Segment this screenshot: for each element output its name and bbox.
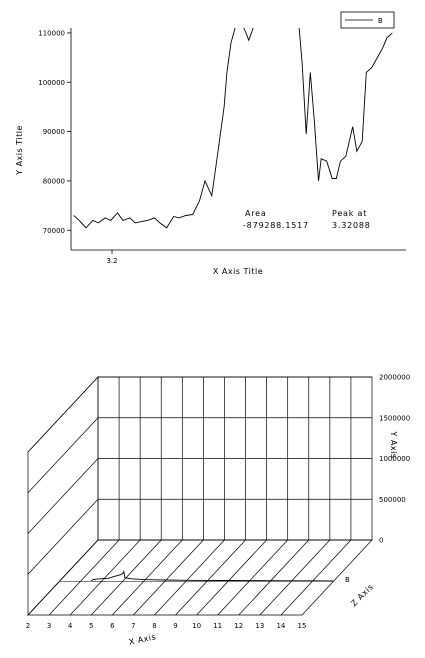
legend	[341, 12, 394, 28]
chart-3d	[26, 374, 410, 647]
side-wall-gridline	[28, 418, 98, 493]
floor-gridline	[154, 540, 224, 615]
y-tick-label: 70000	[42, 226, 65, 235]
side-wall-gridline	[28, 377, 98, 452]
x-tick-label-3d: 7	[131, 622, 136, 630]
x-tick-label-3d: 13	[255, 622, 265, 630]
z-tick-label: B	[345, 576, 350, 584]
y-ticks-3d	[379, 374, 410, 545]
x-tick-label-3d: 6	[110, 622, 115, 630]
x-axis-title: X Axis Title	[212, 267, 264, 276]
y-tick-label-3d: 500000	[379, 495, 406, 504]
series-line-b	[74, 18, 255, 228]
x-ticks	[106, 250, 117, 265]
x-tick-label-3d: 5	[88, 622, 94, 630]
floor-gridline	[49, 540, 119, 615]
floor-gridline	[197, 540, 267, 615]
floor-gridline	[260, 540, 330, 615]
side-wall-gridline	[28, 459, 98, 534]
area-value: -879288.1517	[243, 221, 309, 230]
side-wall-gridline	[28, 499, 98, 574]
y-tick-label-3d: 0	[379, 536, 384, 545]
series-line-b	[299, 23, 393, 181]
y-tick-label: 80000	[42, 177, 65, 186]
floor-gridline	[70, 540, 140, 615]
floor-gridline	[112, 540, 182, 615]
z-axis-title-3d: Z Axis	[349, 582, 376, 609]
x-tick-label-3d: 4	[67, 622, 73, 630]
y-tick-label: 110000	[38, 29, 65, 38]
floor-gridline	[281, 540, 351, 615]
x-axis-title-3d: X Axis	[128, 632, 157, 647]
x-tick-label-3d: 8	[152, 622, 157, 630]
x-tick-label-3d: 14	[276, 622, 286, 630]
floor	[28, 540, 372, 615]
y-tick-label: 100000	[38, 78, 65, 87]
x-tick-label-3d: 9	[173, 622, 178, 630]
x-tick-label: 3.2	[106, 257, 118, 265]
peak-value: 3.32088	[332, 221, 371, 230]
floor-gridline	[133, 540, 203, 615]
floor-gridline	[239, 540, 309, 615]
y-tick-label: 90000	[42, 128, 65, 137]
y-axis-title-3d: Y Axis	[389, 431, 398, 459]
y-axis-title: Y Axis Title	[15, 125, 24, 175]
y-tick-label-3d: 1000000	[379, 455, 411, 463]
series-lines	[74, 18, 393, 228]
x-tick-label-3d: 15	[297, 622, 307, 630]
chart-2d	[15, 12, 406, 276]
x-tick-label-3d: 10	[192, 622, 202, 630]
x-tick-label-3d: 2	[25, 622, 31, 630]
floor-gridline	[218, 540, 288, 615]
y-tick-label-3d: 2000000	[379, 373, 411, 382]
x-tick-label-3d: 11	[213, 622, 223, 630]
peak-label: Peak at	[332, 209, 368, 218]
y-ticks	[38, 29, 71, 234]
x-tick-label-3d: 12	[234, 622, 244, 630]
legend-label: B	[378, 17, 383, 25]
3d-grid	[28, 377, 372, 615]
floor-gridline	[176, 540, 246, 615]
peak-annotation	[243, 209, 371, 230]
area-label: Area	[245, 209, 267, 218]
y-tick-label-3d: 1500000	[379, 414, 411, 423]
x-ticks-3d	[26, 622, 307, 630]
x-tick-label-3d: 3	[46, 622, 52, 630]
